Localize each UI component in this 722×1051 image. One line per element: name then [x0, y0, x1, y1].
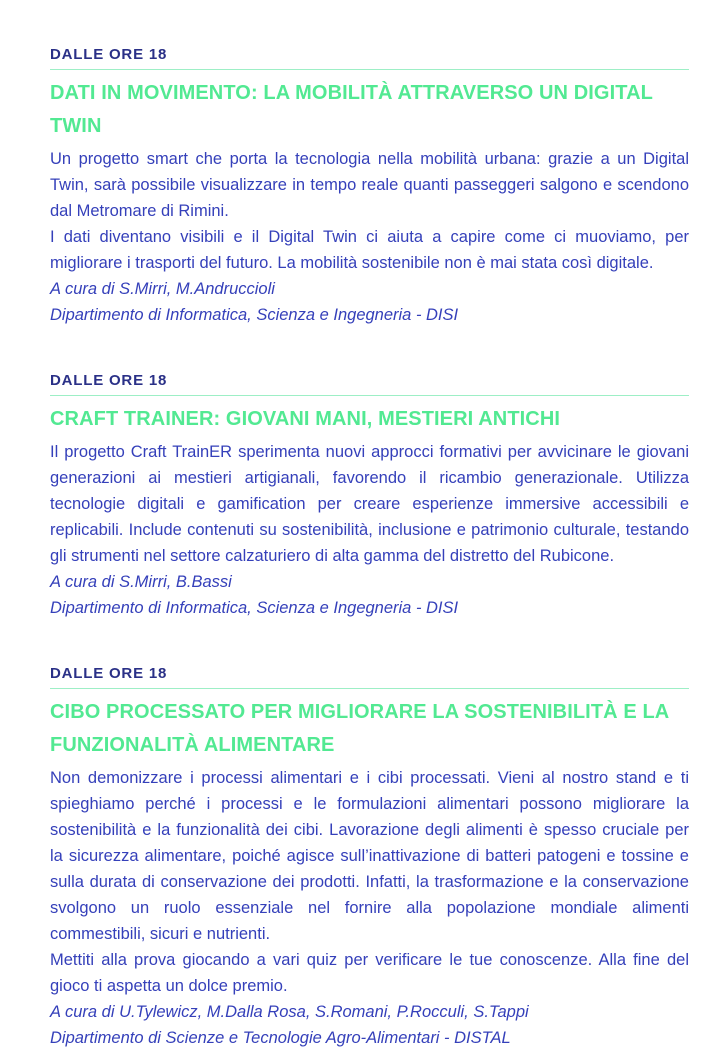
event-description-paragraph: Un progetto smart che porta la tecnologia nella mobilità urbana: grazie a un Digital Twin, sarà possibile visualizzare in tempo reale quanti passeggeri salgono e scendono dal Metromare di Rimini.	[50, 150, 689, 220]
section-divider	[50, 688, 689, 689]
event-section-dati-in-movimento	[50, 46, 689, 328]
time-header: DALLE ORE 18	[50, 665, 168, 682]
event-description-paragraph: Non demonizzare i processi alimentari e i cibi processati. Vieni al nostro stand e ti spieghiamo perché i processi e le formulazioni alimentari possono migliorare la sostenibilità e la funzionalità dei cibi. Lavorazione degli alimenti è spesso cruciale per la sicurezza alimentare, poiché agisce sull’inattivazione di batteri patogeni e tossine e sulla durata di conservazione dei prodotti. Infatti, la trasformazione e la conservazione svolgono un ruolo essenziale nel fornire alla popolazione mondiale alimenti commestibili, sicuri e nutrienti.	[50, 769, 689, 943]
event-title: DATI IN MOVIMENTO: LA MOBILITÀ ATTRAVERSO UN DIGITAL TWIN	[50, 82, 653, 137]
section-divider	[50, 395, 689, 396]
department-line: Dipartimento di Informatica, Scienza e Ingegneria - DISI	[50, 599, 459, 617]
event-section-cibo-processato	[50, 665, 689, 1051]
event-title: CRAFT TRAINER: GIOVANI MANI, MESTIERI ANTICHI	[50, 408, 561, 430]
event-description-paragraph: I dati diventano visibili e il Digital Twin ci aiuta a capire come ci muoviamo, per migliorare i trasporti del futuro. La mobilità sostenibile non è mai stata così digitale.	[50, 228, 689, 272]
event-description-paragraph: Il progetto Craft TrainER sperimenta nuovi approcci formativi per avvicinare le giovani generazioni ai mestieri artigianali, favorendo il ricambio generazionale. Utilizza tecnologie digitali e gamification per creare esperienze immersive accessibili e replicabili. Include contenuti su sostenibilità, inclusione e patrimonio culturale, testando gli strumenti nel settore calzaturiero di alta gamma del distretto del Rubicone.	[50, 443, 689, 565]
curator-line: A cura di S.Mirri, M.Andruccioli	[50, 280, 275, 298]
event-section-craft-trainer	[50, 372, 689, 621]
time-header: DALLE ORE 18	[50, 372, 168, 389]
section-divider	[50, 69, 689, 70]
department-line: Dipartimento di Scienze e Tecnologie Agro-Alimentari - DISTAL	[50, 1029, 511, 1047]
curator-line: A cura di U.Tylewicz, M.Dalla Rosa, S.Romani, P.Rocculi, S.Tappi	[50, 1003, 529, 1021]
event-description-paragraph: Mettiti alla prova giocando a vari quiz per verificare le tue conoscenze. Alla fine del gioco ti aspetta un dolce premio.	[50, 951, 689, 995]
time-header: DALLE ORE 18	[50, 46, 168, 63]
event-title: CIBO PROCESSATO PER MIGLIORARE LA SOSTENIBILITÀ E LA FUNZIONALITÀ ALIMENTARE	[50, 701, 669, 756]
curator-line: A cura di S.Mirri, B.Bassi	[50, 573, 232, 591]
department-line: Dipartimento di Informatica, Scienza e Ingegneria - DISI	[50, 306, 459, 324]
